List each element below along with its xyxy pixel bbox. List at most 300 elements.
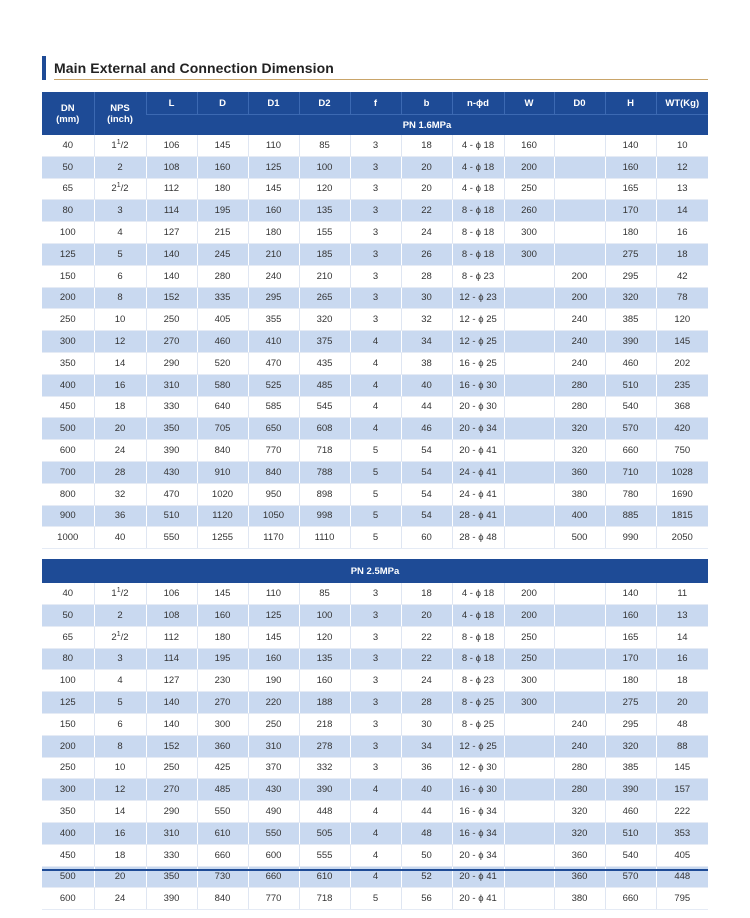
cell-l: 550	[146, 527, 197, 549]
cell-d0: 280	[554, 779, 605, 801]
cell-wt: 1028	[656, 461, 708, 483]
cell-d0	[554, 222, 605, 244]
cell-nps: 3	[94, 200, 146, 222]
cell-d0: 360	[554, 844, 605, 866]
page-title: Main External and Connection Dimension	[54, 60, 334, 76]
cell-n-phi-d: 20 - ϕ 34	[452, 844, 504, 866]
cell-l: 152	[146, 287, 197, 309]
section-spacer	[42, 549, 708, 560]
cell-d: 610	[197, 822, 248, 844]
cell-dn: 400	[42, 822, 94, 844]
cell-d1: 125	[248, 156, 299, 178]
cell-nps: 5	[94, 692, 146, 714]
cell-f: 3	[350, 692, 401, 714]
cell-d: 195	[197, 648, 248, 670]
table-row	[42, 648, 708, 670]
cell-d1: 145	[248, 178, 299, 200]
cell-d0	[554, 243, 605, 265]
cell-h: 570	[605, 866, 656, 888]
cell-h: 140	[605, 583, 656, 604]
cell-d1: 600	[248, 844, 299, 866]
cell-f: 5	[350, 440, 401, 462]
cell-d1: 650	[248, 418, 299, 440]
cell-d: 180	[197, 626, 248, 648]
cell-l: 106	[146, 583, 197, 604]
heading-accent-bar	[42, 56, 46, 80]
cell-b: 54	[401, 483, 452, 505]
cell-nps: 32	[94, 483, 146, 505]
cell-w	[504, 418, 554, 440]
cell-dn: 80	[42, 648, 94, 670]
cell-w: 300	[504, 243, 554, 265]
cell-nps: 24	[94, 888, 146, 910]
cell-l: 127	[146, 670, 197, 692]
cell-wt: 145	[656, 757, 708, 779]
cell-d0: 280	[554, 396, 605, 418]
cell-dn: 300	[42, 779, 94, 801]
header-b: b	[401, 92, 452, 115]
table-row	[42, 156, 708, 178]
cell-b: 38	[401, 352, 452, 374]
cell-n-phi-d: 12 - ϕ 25	[452, 331, 504, 353]
cell-dn: 1000	[42, 527, 94, 549]
cell-b: 22	[401, 200, 452, 222]
cell-d0: 400	[554, 505, 605, 527]
header-h: H	[605, 92, 656, 115]
cell-l: 270	[146, 779, 197, 801]
cell-dn: 150	[42, 713, 94, 735]
cell-dn: 50	[42, 604, 94, 626]
cell-d2: 718	[299, 440, 350, 462]
cell-nps: 40	[94, 527, 146, 549]
cell-wt: 18	[656, 243, 708, 265]
table-row	[42, 287, 708, 309]
cell-d0: 320	[554, 418, 605, 440]
cell-b: 22	[401, 648, 452, 670]
cell-b: 20	[401, 178, 452, 200]
cell-dn: 250	[42, 309, 94, 331]
cell-d1: 240	[248, 265, 299, 287]
cell-n-phi-d: 4 - ϕ 18	[452, 178, 504, 200]
cell-dn: 40	[42, 583, 94, 604]
cell-d: 910	[197, 461, 248, 483]
cell-d2: 120	[299, 178, 350, 200]
cell-w	[504, 779, 554, 801]
cell-d1: 950	[248, 483, 299, 505]
cell-wt: 420	[656, 418, 708, 440]
cell-b: 36	[401, 757, 452, 779]
cell-d: 640	[197, 396, 248, 418]
cell-h: 780	[605, 483, 656, 505]
cell-w: 200	[504, 156, 554, 178]
cell-n-phi-d: 28 - ϕ 41	[452, 505, 504, 527]
cell-n-phi-d: 16 - ϕ 34	[452, 801, 504, 823]
cell-d0	[554, 604, 605, 626]
cell-d: 840	[197, 888, 248, 910]
cell-d2: 278	[299, 735, 350, 757]
cell-wt: 10	[656, 135, 708, 156]
cell-d2: 320	[299, 309, 350, 331]
table-row	[42, 822, 708, 844]
cell-d1: 250	[248, 713, 299, 735]
cell-nps: 4	[94, 222, 146, 244]
dimension-table	[42, 92, 708, 910]
cell-f: 3	[350, 583, 401, 604]
cell-d2: 120	[299, 626, 350, 648]
cell-d: 1255	[197, 527, 248, 549]
cell-f: 3	[350, 735, 401, 757]
cell-w: 300	[504, 222, 554, 244]
cell-d1: 770	[248, 888, 299, 910]
cell-d0	[554, 692, 605, 714]
cell-d: 195	[197, 200, 248, 222]
cell-nps: 18	[94, 844, 146, 866]
table-row	[42, 626, 708, 648]
cell-d: 550	[197, 801, 248, 823]
cell-d0: 240	[554, 309, 605, 331]
cell-wt: 11	[656, 583, 708, 604]
cell-d0: 240	[554, 713, 605, 735]
cell-h: 160	[605, 604, 656, 626]
cell-l: 290	[146, 352, 197, 374]
cell-b: 48	[401, 822, 452, 844]
cell-dn: 450	[42, 844, 94, 866]
cell-f: 4	[350, 779, 401, 801]
cell-l: 390	[146, 440, 197, 462]
cell-wt: 448	[656, 866, 708, 888]
cell-w	[504, 265, 554, 287]
cell-l: 140	[146, 713, 197, 735]
table-row	[42, 222, 708, 244]
cell-n-phi-d: 8 - ϕ 18	[452, 648, 504, 670]
cell-d0: 240	[554, 352, 605, 374]
cell-nps: 10	[94, 309, 146, 331]
cell-f: 4	[350, 374, 401, 396]
cell-d2: 998	[299, 505, 350, 527]
cell-nps: 2	[94, 156, 146, 178]
cell-d0: 360	[554, 461, 605, 483]
cell-dn: 100	[42, 670, 94, 692]
cell-d0	[554, 156, 605, 178]
cell-b: 28	[401, 692, 452, 714]
table-row	[42, 888, 708, 910]
cell-f: 3	[350, 200, 401, 222]
cell-h: 165	[605, 178, 656, 200]
cell-d2: 718	[299, 888, 350, 910]
cell-d2: 100	[299, 604, 350, 626]
cell-w	[504, 331, 554, 353]
cell-n-phi-d: 12 - ϕ 30	[452, 757, 504, 779]
cell-b: 46	[401, 418, 452, 440]
table-row	[42, 604, 708, 626]
table-row	[42, 135, 708, 156]
cell-l: 140	[146, 265, 197, 287]
cell-f: 3	[350, 648, 401, 670]
cell-h: 460	[605, 352, 656, 374]
header-d2: D2	[299, 92, 350, 115]
cell-h: 180	[605, 670, 656, 692]
cell-d1: 1050	[248, 505, 299, 527]
cell-dn: 65	[42, 178, 94, 200]
cell-n-phi-d: 12 - ϕ 25	[452, 735, 504, 757]
cell-d0: 200	[554, 265, 605, 287]
cell-l: 350	[146, 866, 197, 888]
cell-n-phi-d: 16 - ϕ 30	[452, 374, 504, 396]
cell-b: 18	[401, 135, 452, 156]
cell-d1: 470	[248, 352, 299, 374]
section-row-pn25	[42, 559, 708, 583]
cell-d0: 200	[554, 287, 605, 309]
cell-nps: $2^1/2$	[94, 626, 146, 648]
cell-d1: 110	[248, 135, 299, 156]
cell-l: 152	[146, 735, 197, 757]
cell-l: 270	[146, 331, 197, 353]
cell-f: 5	[350, 527, 401, 549]
cell-b: 24	[401, 670, 452, 692]
cell-n-phi-d: 16 - ϕ 34	[452, 822, 504, 844]
cell-nps: 6	[94, 713, 146, 735]
cell-d1: 110	[248, 583, 299, 604]
cell-dn: 200	[42, 735, 94, 757]
table-row	[42, 692, 708, 714]
cell-b: 54	[401, 505, 452, 527]
cell-f: 3	[350, 757, 401, 779]
cell-d1: 160	[248, 648, 299, 670]
cell-n-phi-d: 4 - ϕ 18	[452, 135, 504, 156]
cell-d0: 360	[554, 866, 605, 888]
cell-wt: 78	[656, 287, 708, 309]
cell-w	[504, 713, 554, 735]
cell-w	[504, 374, 554, 396]
cell-d2: 435	[299, 352, 350, 374]
cell-d0: 380	[554, 483, 605, 505]
cell-h: 160	[605, 156, 656, 178]
cell-d1: 125	[248, 604, 299, 626]
cell-d2: 100	[299, 156, 350, 178]
cell-d: 160	[197, 156, 248, 178]
cell-dn: 50	[42, 156, 94, 178]
cell-d2: 448	[299, 801, 350, 823]
cell-h: 385	[605, 309, 656, 331]
cell-d2: 85	[299, 135, 350, 156]
table-row	[42, 735, 708, 757]
cell-h: 320	[605, 287, 656, 309]
header-nps	[94, 92, 146, 135]
cell-nps: 5	[94, 243, 146, 265]
cell-h: 540	[605, 844, 656, 866]
cell-h: 295	[605, 265, 656, 287]
cell-n-phi-d: 8 - ϕ 23	[452, 265, 504, 287]
cell-h: 385	[605, 757, 656, 779]
cell-d2: 505	[299, 822, 350, 844]
cell-d: 180	[197, 178, 248, 200]
header-f: f	[350, 92, 401, 115]
cell-h: 140	[605, 135, 656, 156]
cell-d: 485	[197, 779, 248, 801]
cell-f: 5	[350, 483, 401, 505]
cell-wt: 1815	[656, 505, 708, 527]
cell-w	[504, 505, 554, 527]
cell-d0: 280	[554, 374, 605, 396]
cell-dn: 150	[42, 265, 94, 287]
cell-b: 28	[401, 265, 452, 287]
cell-d2: 265	[299, 287, 350, 309]
cell-d2: 788	[299, 461, 350, 483]
cell-d0: 500	[554, 527, 605, 549]
cell-h: 390	[605, 779, 656, 801]
cell-w	[504, 287, 554, 309]
cell-d0: 320	[554, 822, 605, 844]
header-dn	[42, 92, 94, 135]
cell-dn: 80	[42, 200, 94, 222]
cell-h: 660	[605, 440, 656, 462]
table-row	[42, 844, 708, 866]
cell-l: 470	[146, 483, 197, 505]
table-row	[42, 265, 708, 287]
cell-b: 44	[401, 801, 452, 823]
cell-d1: 370	[248, 757, 299, 779]
cell-n-phi-d: 8 - ϕ 25	[452, 713, 504, 735]
cell-w	[504, 483, 554, 505]
cell-b: 20	[401, 156, 452, 178]
table-bottom-rule	[42, 869, 708, 871]
cell-nps: 12	[94, 331, 146, 353]
cell-n-phi-d: 12 - ϕ 25	[452, 309, 504, 331]
cell-n-phi-d: 28 - ϕ 48	[452, 527, 504, 549]
cell-f: 4	[350, 418, 401, 440]
cell-nps: 20	[94, 418, 146, 440]
cell-b: 50	[401, 844, 452, 866]
cell-d0	[554, 670, 605, 692]
cell-h: 275	[605, 692, 656, 714]
cell-d0: 280	[554, 757, 605, 779]
cell-dn: 65	[42, 626, 94, 648]
cell-d2: 375	[299, 331, 350, 353]
cell-d1: 295	[248, 287, 299, 309]
cell-d1: 180	[248, 222, 299, 244]
cell-d2: 155	[299, 222, 350, 244]
cell-d1: 840	[248, 461, 299, 483]
cell-f: 4	[350, 352, 401, 374]
table-row	[42, 583, 708, 604]
cell-n-phi-d: 24 - ϕ 41	[452, 461, 504, 483]
cell-nps: 16	[94, 822, 146, 844]
cell-l: 310	[146, 374, 197, 396]
cell-nps: 8	[94, 287, 146, 309]
cell-d2: 85	[299, 583, 350, 604]
cell-d2: 188	[299, 692, 350, 714]
cell-d: 405	[197, 309, 248, 331]
cell-d2: 610	[299, 866, 350, 888]
cell-f: 3	[350, 309, 401, 331]
cell-d0: 320	[554, 801, 605, 823]
cell-wt: 235	[656, 374, 708, 396]
cell-n-phi-d: 4 - ϕ 18	[452, 583, 504, 604]
cell-nps: 36	[94, 505, 146, 527]
cell-d0	[554, 135, 605, 156]
cell-d0: 380	[554, 888, 605, 910]
cell-d1: 190	[248, 670, 299, 692]
cell-wt: 48	[656, 713, 708, 735]
cell-h: 510	[605, 374, 656, 396]
header-dn-label: DN	[60, 102, 75, 114]
cell-w	[504, 735, 554, 757]
cell-w: 300	[504, 692, 554, 714]
cell-w: 200	[504, 604, 554, 626]
cell-f: 4	[350, 801, 401, 823]
cell-f: 3	[350, 178, 401, 200]
cell-nps: 18	[94, 396, 146, 418]
cell-f: 4	[350, 331, 401, 353]
cell-h: 570	[605, 418, 656, 440]
cell-d: 520	[197, 352, 248, 374]
cell-wt: 120	[656, 309, 708, 331]
cell-d2: 390	[299, 779, 350, 801]
cell-n-phi-d: 4 - ϕ 18	[452, 604, 504, 626]
cell-wt: 13	[656, 178, 708, 200]
cell-nps: 16	[94, 374, 146, 396]
cell-h: 660	[605, 888, 656, 910]
cell-w	[504, 396, 554, 418]
cell-n-phi-d: 20 - ϕ 41	[452, 888, 504, 910]
table-row	[42, 352, 708, 374]
cell-nps: 24	[94, 440, 146, 462]
cell-nps: 6	[94, 265, 146, 287]
cell-nps: 14	[94, 801, 146, 823]
cell-dn: 125	[42, 243, 94, 265]
cell-d1: 145	[248, 626, 299, 648]
cell-dn: 350	[42, 352, 94, 374]
header-l: L	[146, 92, 197, 115]
cell-d0	[554, 648, 605, 670]
cell-h: 460	[605, 801, 656, 823]
cell-l: 108	[146, 604, 197, 626]
cell-n-phi-d: 8 - ϕ 23	[452, 670, 504, 692]
cell-w: 160	[504, 135, 554, 156]
cell-w: 300	[504, 670, 554, 692]
cell-b: 26	[401, 243, 452, 265]
cell-h: 165	[605, 626, 656, 648]
cell-d0	[554, 178, 605, 200]
cell-dn: 500	[42, 866, 94, 888]
cell-n-phi-d: 8 - ϕ 18	[452, 200, 504, 222]
cell-wt: 20	[656, 692, 708, 714]
header-wt: WT(Kg)	[656, 92, 708, 115]
cell-b: 52	[401, 866, 452, 888]
cell-d: 1120	[197, 505, 248, 527]
cell-h: 275	[605, 243, 656, 265]
cell-b: 20	[401, 604, 452, 626]
cell-nps: $1^1/2$	[94, 583, 146, 604]
table-row	[42, 309, 708, 331]
cell-dn: 400	[42, 374, 94, 396]
cell-nps: $2^1/2$	[94, 178, 146, 200]
cell-wt: 14	[656, 200, 708, 222]
cell-b: 24	[401, 222, 452, 244]
cell-l: 140	[146, 243, 197, 265]
cell-d2: 1110	[299, 527, 350, 549]
cell-b: 18	[401, 583, 452, 604]
header-d1: D1	[248, 92, 299, 115]
cell-f: 3	[350, 287, 401, 309]
cell-n-phi-d: 4 - ϕ 18	[452, 156, 504, 178]
cell-d2: 485	[299, 374, 350, 396]
cell-d1: 525	[248, 374, 299, 396]
cell-dn: 600	[42, 440, 94, 462]
cell-f: 3	[350, 626, 401, 648]
cell-wt: 353	[656, 822, 708, 844]
cell-wt: 2050	[656, 527, 708, 549]
